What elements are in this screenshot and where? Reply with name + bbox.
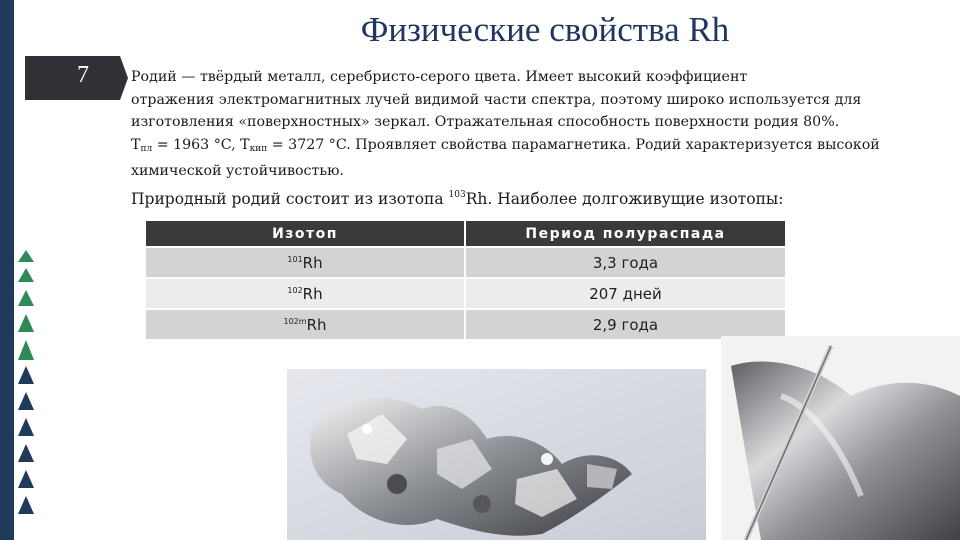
slide-title: Физические свойства Rh xyxy=(360,10,730,49)
table-row xyxy=(146,278,785,309)
isotope-mass: 102m xyxy=(283,316,307,326)
rhodium-foil-photo xyxy=(721,336,960,540)
intro-text: Природный родий состоит из изотопа xyxy=(131,190,449,208)
header-isotope: Изотоп xyxy=(146,221,465,247)
intro-rest: . Наиболее долгоживущие изотопы: xyxy=(487,190,784,208)
isotope-cell xyxy=(146,278,465,309)
properties-paragraph xyxy=(131,66,901,183)
paragraph-line-temperatures xyxy=(131,134,901,161)
half-life-cell: 207 дней xyxy=(465,278,785,309)
paragraph-line: химической устойчивостью. xyxy=(131,163,344,180)
paragraph-line: Родий — твёрдый металл, серебристо-серого цвета. Имеет высокий коэффициент xyxy=(131,69,748,85)
mass-number: 103 xyxy=(448,190,466,200)
isotope-cell xyxy=(146,309,465,339)
melting-subscript: пл xyxy=(140,143,153,154)
isotope-mass: 102 xyxy=(287,285,303,295)
paragraph-line: изготовления «поверхностных» зеркал. Отражательная способность поверхности родия 80%. xyxy=(131,114,840,131)
isotope-symbol: Rh xyxy=(302,253,323,272)
boiling-value: = 3727 °C. Проявляет свойства парамагнетика. Родий характеризуется высокой xyxy=(267,136,880,153)
slide-number-tab xyxy=(25,56,120,100)
table-row xyxy=(146,247,785,278)
header-half-life: Период полураспада xyxy=(465,221,785,247)
slide-number: 7 xyxy=(77,62,89,88)
isotope-symbol: Rh xyxy=(306,315,327,334)
table-row xyxy=(146,309,785,339)
isotope-symbol: Rh xyxy=(302,284,323,303)
half-life-cell: 3,3 года xyxy=(465,247,785,278)
melting-value: = 1963 °C, T xyxy=(152,136,250,153)
isotope-mass: 101 xyxy=(287,254,303,264)
left-accent-band xyxy=(0,0,14,540)
half-life-cell: 2,9 года xyxy=(465,309,785,339)
rhodium-crystal-photo xyxy=(287,369,706,540)
isotope-table xyxy=(146,221,785,339)
isotope-cell xyxy=(146,247,465,278)
paragraph-line: отражения электромагнитных лучей видимой части спектра, поэтому широко используется для xyxy=(131,91,862,108)
t-symbol: T xyxy=(131,136,141,153)
boiling-subscript: кип xyxy=(249,143,268,154)
table-header-row xyxy=(146,221,785,247)
isotope-intro xyxy=(131,190,891,208)
element-symbol: Rh xyxy=(465,190,488,208)
